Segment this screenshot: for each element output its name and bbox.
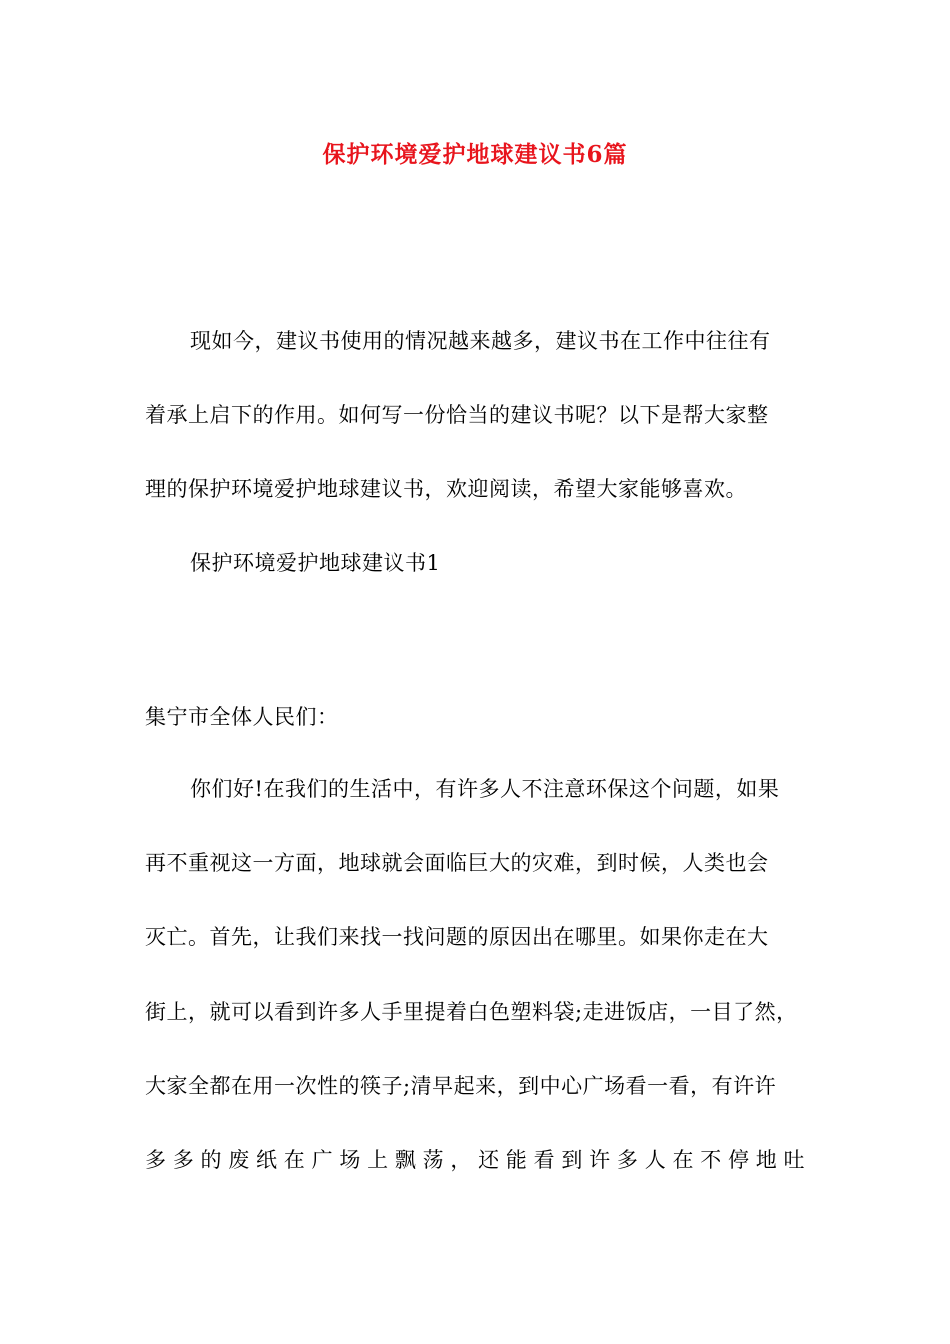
paragraph-line: 灭亡。首先，让我们来找一找问题的原因出在哪里。如果你走在大 bbox=[145, 925, 769, 949]
salutation: 集宁市全体人民们： bbox=[145, 705, 339, 729]
section-heading: 保护环境爱护地球建议书1 bbox=[190, 551, 441, 575]
paragraph-line: 街上，就可以看到许多人手里提着白色塑料袋;走进饭店，一目了然， bbox=[145, 1000, 798, 1024]
paragraph-line: 多多的废纸在广场上飘荡，还能看到许多人在不停地吐 bbox=[145, 1148, 805, 1172]
paragraph-line: 着承上启下的作用。如何写一份恰当的建议书呢？以下是帮大家整 bbox=[145, 403, 769, 427]
paragraph-line: 现如今，建议书使用的情况越来越多，建议书在工作中往往有 bbox=[190, 329, 771, 353]
paragraph-line: 你们好!在我们的生活中，有许多人不注意环保这个问题，如果 bbox=[190, 777, 780, 801]
document-title: 保护环境爱护地球建议书6篇 bbox=[322, 141, 628, 168]
paragraph-line: 大家全都在用一次性的筷子;清早起来，到中心广场看一看，有许许 bbox=[145, 1074, 777, 1098]
paragraph-line: 理的保护环境爱护地球建议书，欢迎阅读，希望大家能够喜欢。 bbox=[145, 477, 747, 501]
paragraph-line: 再不重视这一方面，地球就会面临巨大的灾难，到时候，人类也会 bbox=[145, 851, 769, 875]
